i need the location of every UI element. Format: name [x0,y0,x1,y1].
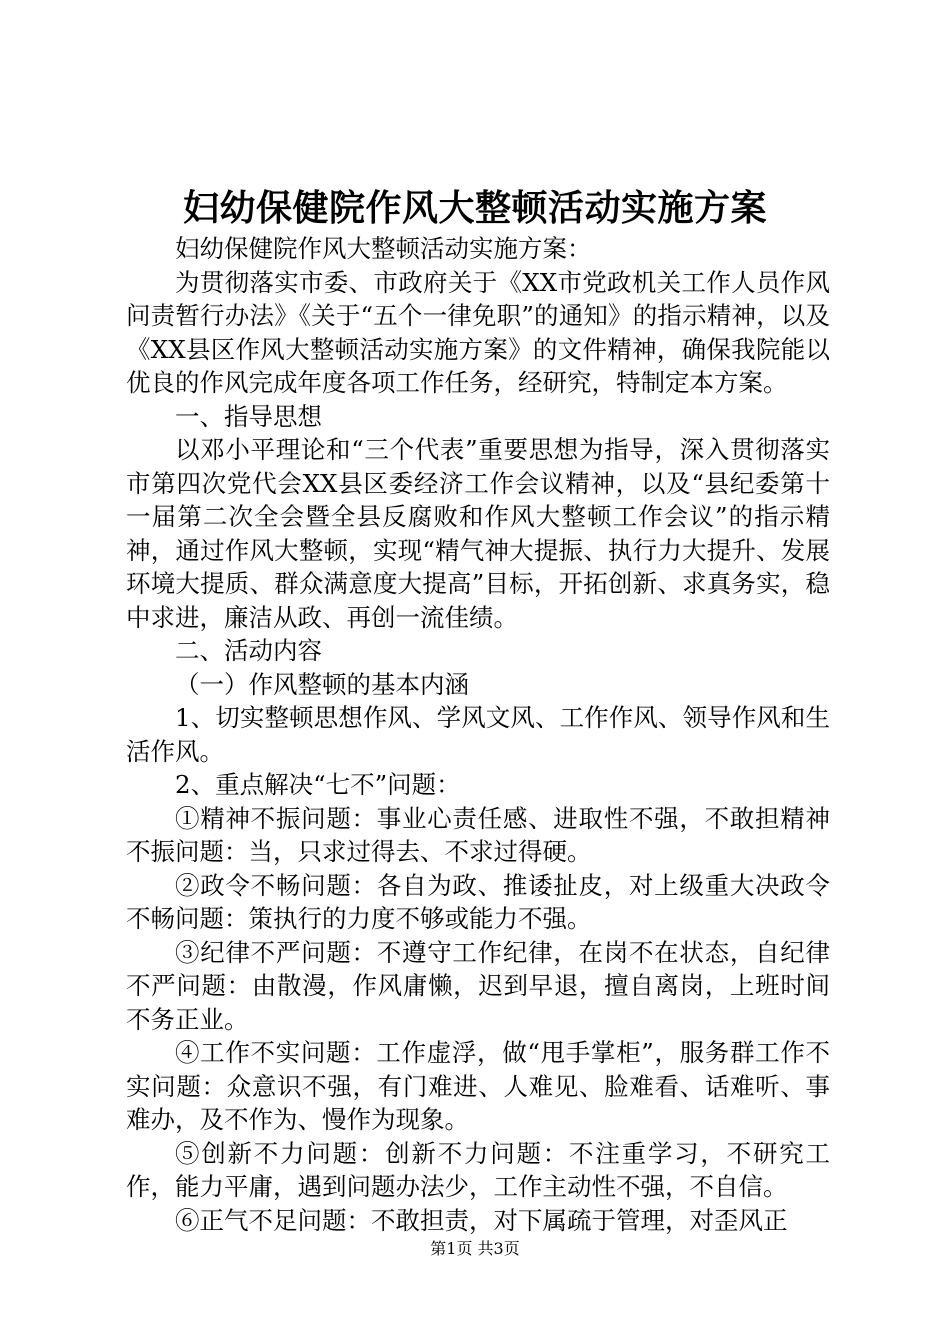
problem-item-5: ⑤创新不力问题：创新不力问题：不注重学习，不研究工作，能力平庸，遇到问题办法少，工作主动性不强，不自信。 [126,1138,830,1201]
problem-item-6: ⑥正气不足问题：不敢担责，对下属疏于管理，对歪风正 [175,1205,788,1235]
problem-item-3: ③纪律不严问题：不遵守工作纪律，在岗不在状态，自纪律不严问题：由散漫，作风庸懒，迟到早退，擅自离岗，上班时间不务正业。 [126,937,830,1034]
document-body [126,232,830,1237]
subsection-heading-basic-connotation: （一）作风整顿的基本内涵 [175,669,469,699]
list-item-2: 2、重点解决“七不”问题： [175,770,461,799]
problem-item-2: ②政令不畅问题：各自为政、推诿扯皮，对上级重大决政令不畅问题：策执行的力度不够或能力不强。 [126,870,830,933]
section-heading-guiding-ideology: 一、指导思想 [175,401,322,431]
document-title: 妇幼保健院作风大整顿活动实施方案 [182,187,767,229]
paragraph-intro: 妇幼保健院作风大整顿活动实施方案： [175,234,592,263]
paragraph-purpose: 为贯彻落实市委、市政府关于《XX市党政机关工作人员作风问责暂行办法》《关于“五个一律免职”的通知》的指示精神，以及《XX县区作风大整顿活动实施方案》的文件精神，确保我院能以优良的作风完成年度各项工作任务，经研究，特制定本方案。 [126,267,830,397]
problem-item-1: ①精神不振问题：事业心责任感、进取性不强，不敢担精神不振问题：当，只求过得去、不求过得硬。 [126,803,830,866]
page-footer: 第1页 共3页 [430,1239,520,1258]
section-heading-activity-content: 二、活动内容 [175,636,322,665]
list-item-1: 1、切实整顿思想作风、学风文风、工作作风、领导作风和生活作风。 [126,703,830,766]
paragraph-guiding-ideology: 以邓小平理论和“三个代表”重要思想为指导，深入贯彻落实市第四次党代会XX县区委经济工作会议精神，以及“县纪委第十一届第二次全会暨全县反腐败和作风大整顿工作会议”的指示精神，通过作风大整顿，实现“精气神大提振、执行力大提升、发展环境大提质、群众满意度大提高”目标，开拓创新、求真务实，稳中求进，廉洁从政、再创一流佳绩。 [126,435,830,632]
problem-item-4: ④工作不实问题：工作虚浮，做“甩手掌柜”，服务群工作不实问题：众意识不强，有门难进、人难见、脸难看、话难听、事难办，及不作为、慢作为现象。 [126,1038,830,1134]
